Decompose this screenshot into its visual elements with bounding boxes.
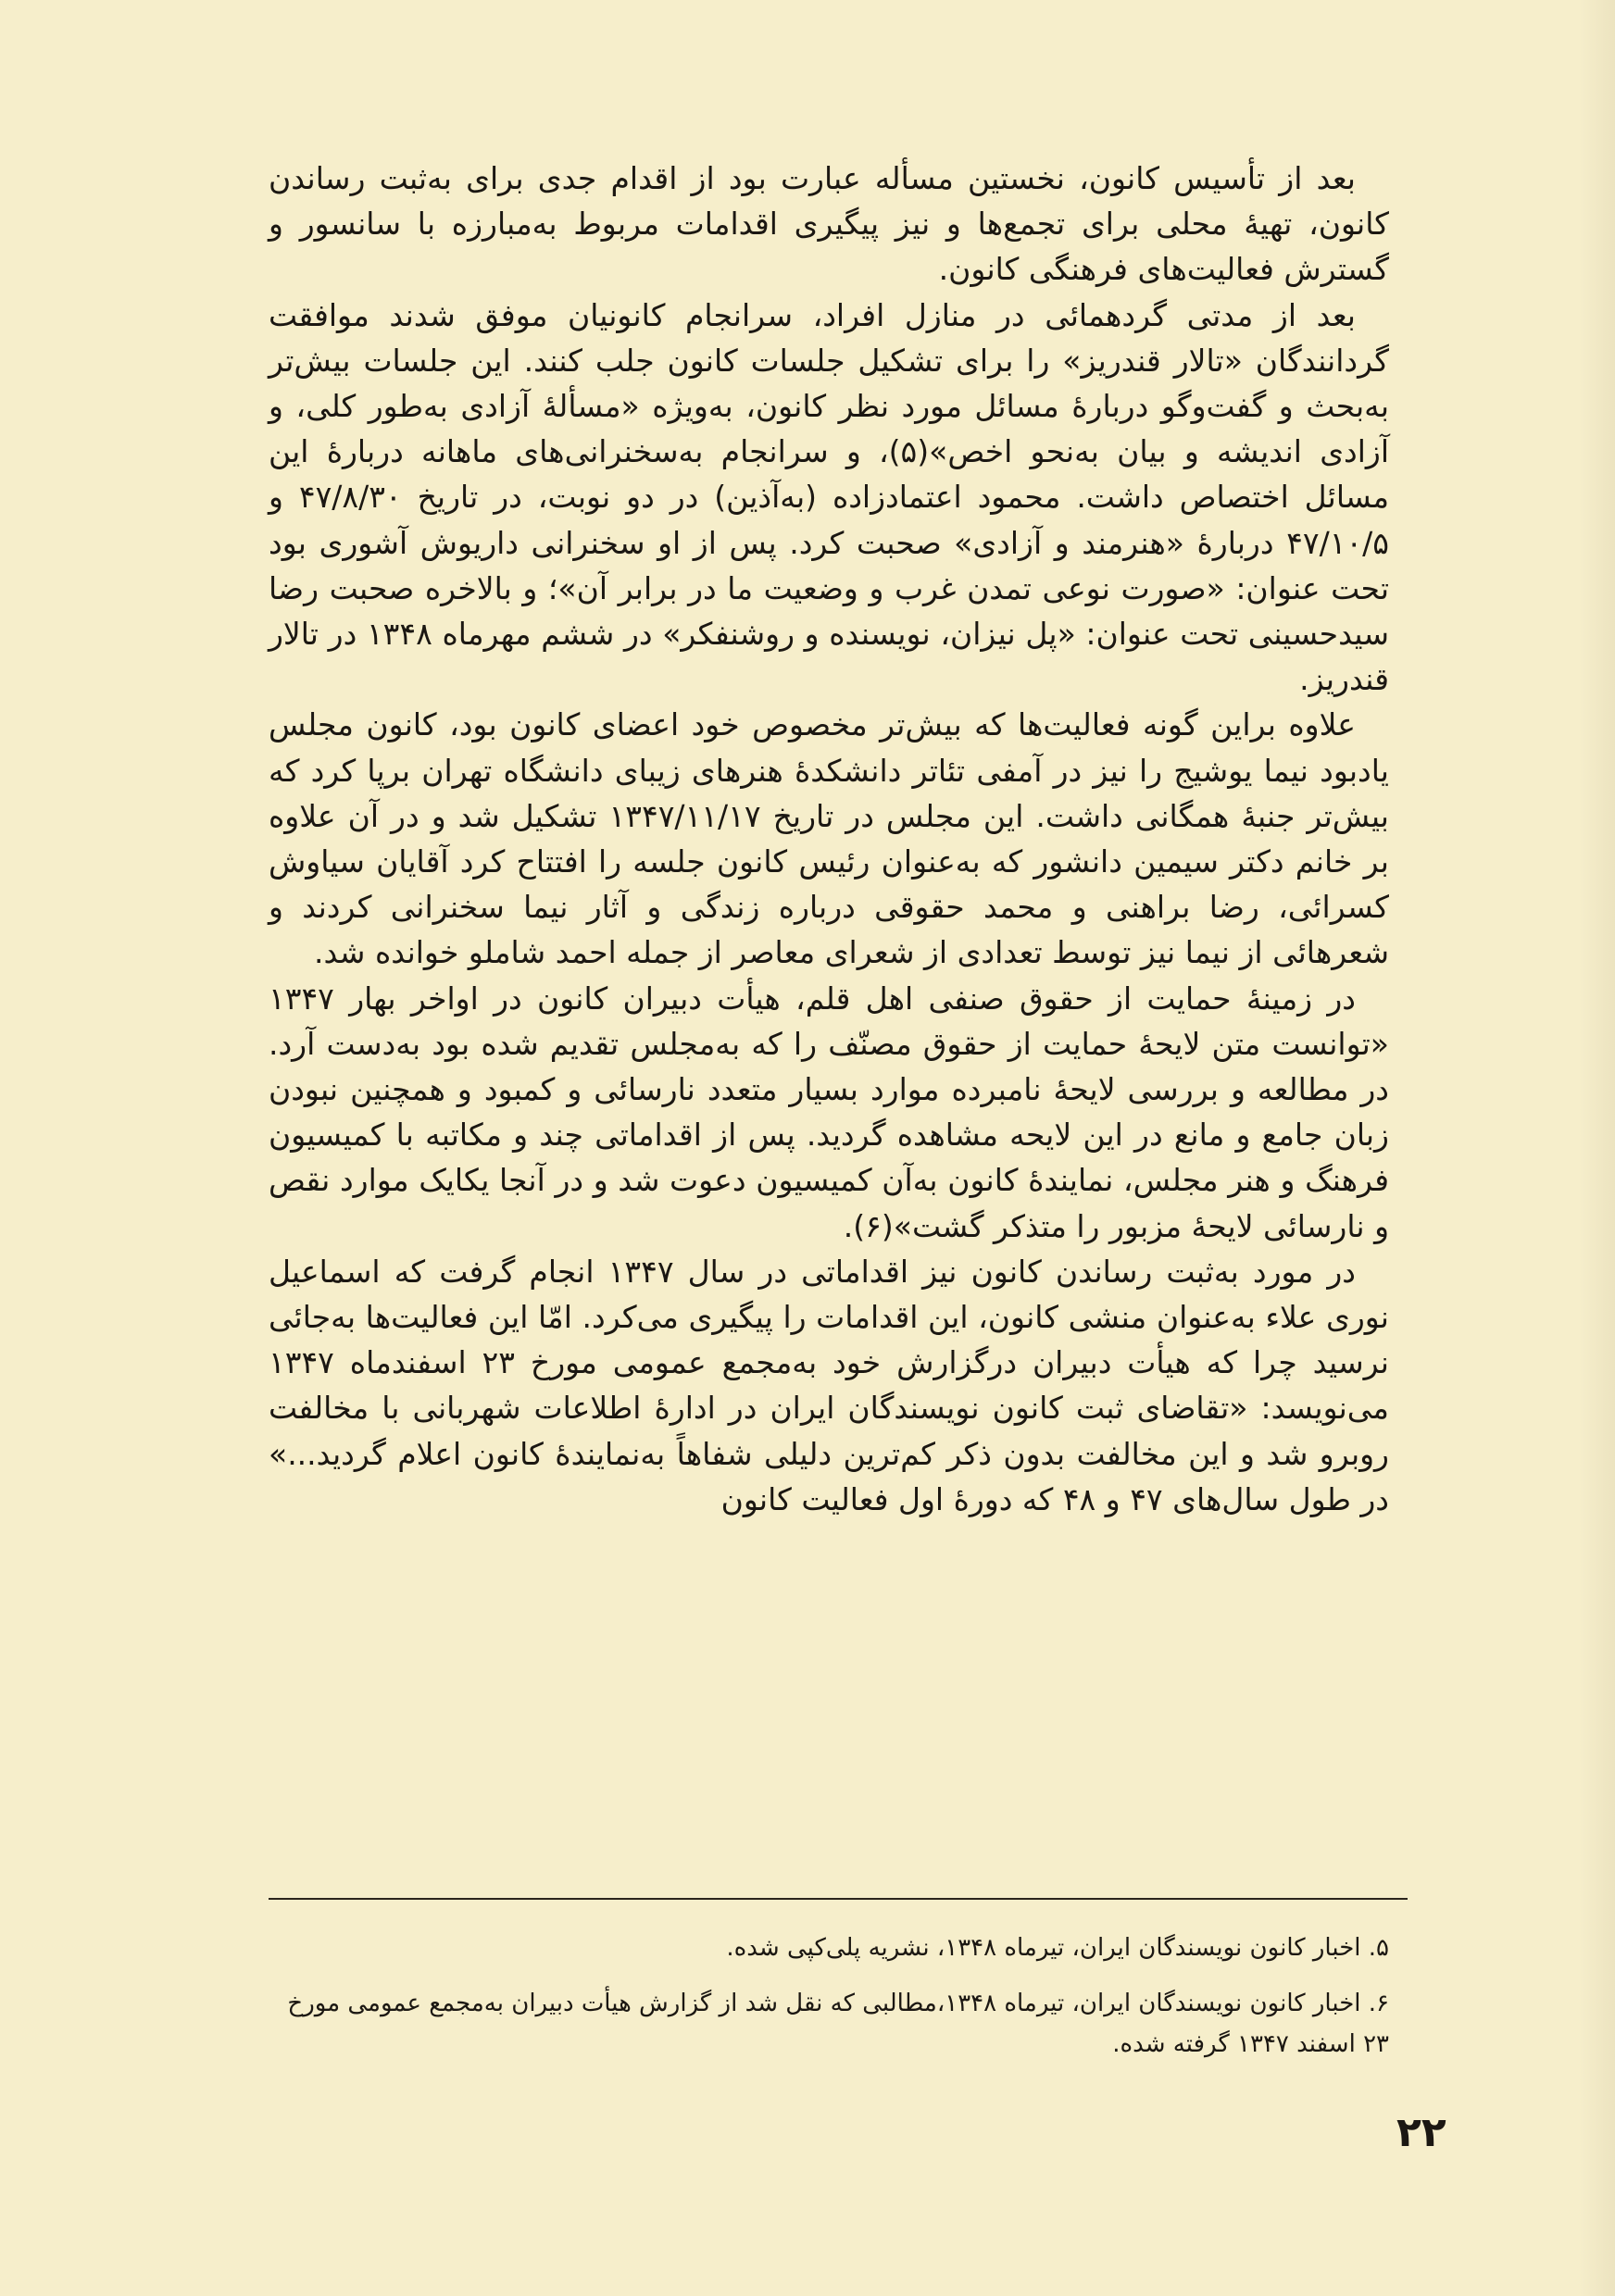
paragraph-5: در مورد به‌ثبت رساندن کانون نیز اقداماتی در سال ۱۳۴۷ انجام گرفت که اسماعیل نوری علاء به‌عنوان منشی کانون، این اقدامات را پیگیری می‌کرد. امّا این فعالیت‌ها به‌جائی نرسید چرا که هیأت دبیران درگزارش خود به‌مجمع عمومی مورخ ۲۳ اسفندماه ۱۳۴۷ می‌نویسد: «تقاضای ثبت کانون نویسندگان ایران در ادارهٔ اطلاعات شهربانی با مخالفت روبرو شد و این مخالفت بدون ذکر کم‌ترین دلیلی شفاهاً به‌نمایندهٔ کانون اعلام گردید...» در طول سال‌های ۴۷ و ۴۸ که دورهٔ اول فعالیت کانون (269, 1253, 1389, 1517)
footnote-separator (269, 1898, 1408, 1900)
paragraph-4: در زمینهٔ حمایت از حقوق صنفی اهل قلم، هیأت دبیران کانون در اواخر بهار ۱۳۴۷ «توانست متن لایحهٔ حمایت از حقوق مصنّف را که به‌مجلس تقدیم شده بود به‌دست آرد. در مطالعه و بررسی لایحهٔ نامبرده موارد بسیار متعدد نارسائی و کمبود و همچنین نبودن زبان جامع و مانع در این لایحه مشاهده گردید. پس از اقداماتی چند و مکاتبه با کمیسیون فرهنگ و هنر مجلس، نمایندهٔ کانون به‌آن کمیسیون دعوت شد و در آنجا یکایک موارد نقص و نارسائی لایحهٔ مزبور را متذکر گشت»(۶). (269, 980, 1389, 1244)
paragraph-3: علاوه براین گونه فعالیت‌ها که بیش‌تر مخصوص خود اعضای کانون بود، کانون مجلس یادبود نیما یوشیج را نیز در آمفی تئاتر دانشکدهٔ هنرهای زیبای دانشگاه تهران برپا کرد که بیش‌تر جنبهٔ همگانی داشت. این مجلس در تاریخ ۱۳۴۷/۱۱/۱۷ تشکیل شد و در آن علاوه بر خانم دکتر سیمین دانشور که به‌عنوان رئیس کانون جلسه را افتتاح کرد آقایان سیاوش کسرائی، رضا براهنی و محمد حقوقی درباره زندگی و آثار نیما سخنرانی کردند و شعرهائی از نیما نیز توسط تعدادی از شعرای معاصر از جمله احمد شاملو خوانده شد. (269, 706, 1389, 971)
page-number: ۲۲ (1396, 2109, 1446, 2156)
paragraph-1: بعد از تأسیس کانون، نخستین مسأله عبارت بود از اقدام جدی برای به‌ثبت رساندن کانون، تهیهٔ محلی برای تجمع‌ها و نیز پیگیری اقدامات مربوط به‌مبارزه با سانسور و گسترش فعالیت‌های فرهنگی کانون. (269, 160, 1389, 288)
footnote-5: ۵. اخبار کانون نویسندگان ایران، تیرماه ۱۳۴۸، نشریه پلی‌کپی شده. (726, 1934, 1389, 1962)
paragraph-2: بعد از مدتی گردهمائی در منازل افراد، سرانجام کانونیان موفق شدند موافقت گردانندگان «تالار قندریز» را برای تشکیل جلسات کانون جلب کنند. این جلسات بیش‌تر به‌بحث و گفت‌وگو دربارهٔ مسائل مورد نظر کانون، به‌ویژه «مسألهٔ آزادی به‌طور کلی، و آزادی اندیشه و بیان به‌نحو اخص»(۵)، و سرانجام به‌سخنرانی‌های ماهانه دربارهٔ این مسائل اختصاص داشت. محمود اعتمادزاده (به‌آذین) در دو نوبت، در تاریخ ۴۷/۸/۳۰ و ۴۷/۱۰/۵ دربارهٔ «هنرمند و آزادی» صحبت کرد. پس از او سخنرانی داریوش آشوری بود تحت عنوان: «صورت نوعی تمدن غرب و وضعیت ما در برابر آن»؛ و بالاخره صحبت رضا سیدحسینی تحت عنوان: «پل نیزان، نویسنده و روشنفکر» در ششم مهرماه ۱۳۴۸ در تالار قندریز. (269, 296, 1389, 698)
body-text (269, 156, 1389, 1522)
footnotes (269, 1928, 1389, 2079)
footnote-6: ۶. اخبار کانون نویسندگان ایران، تیرماه ۱۳۴۸،مطالبی که نقل شد از گزارش هیأت دبیران به‌مجمع عمومی مورخ ۲۳ اسفند ۱۳۴۷ گرفته شده. (287, 1990, 1389, 2058)
